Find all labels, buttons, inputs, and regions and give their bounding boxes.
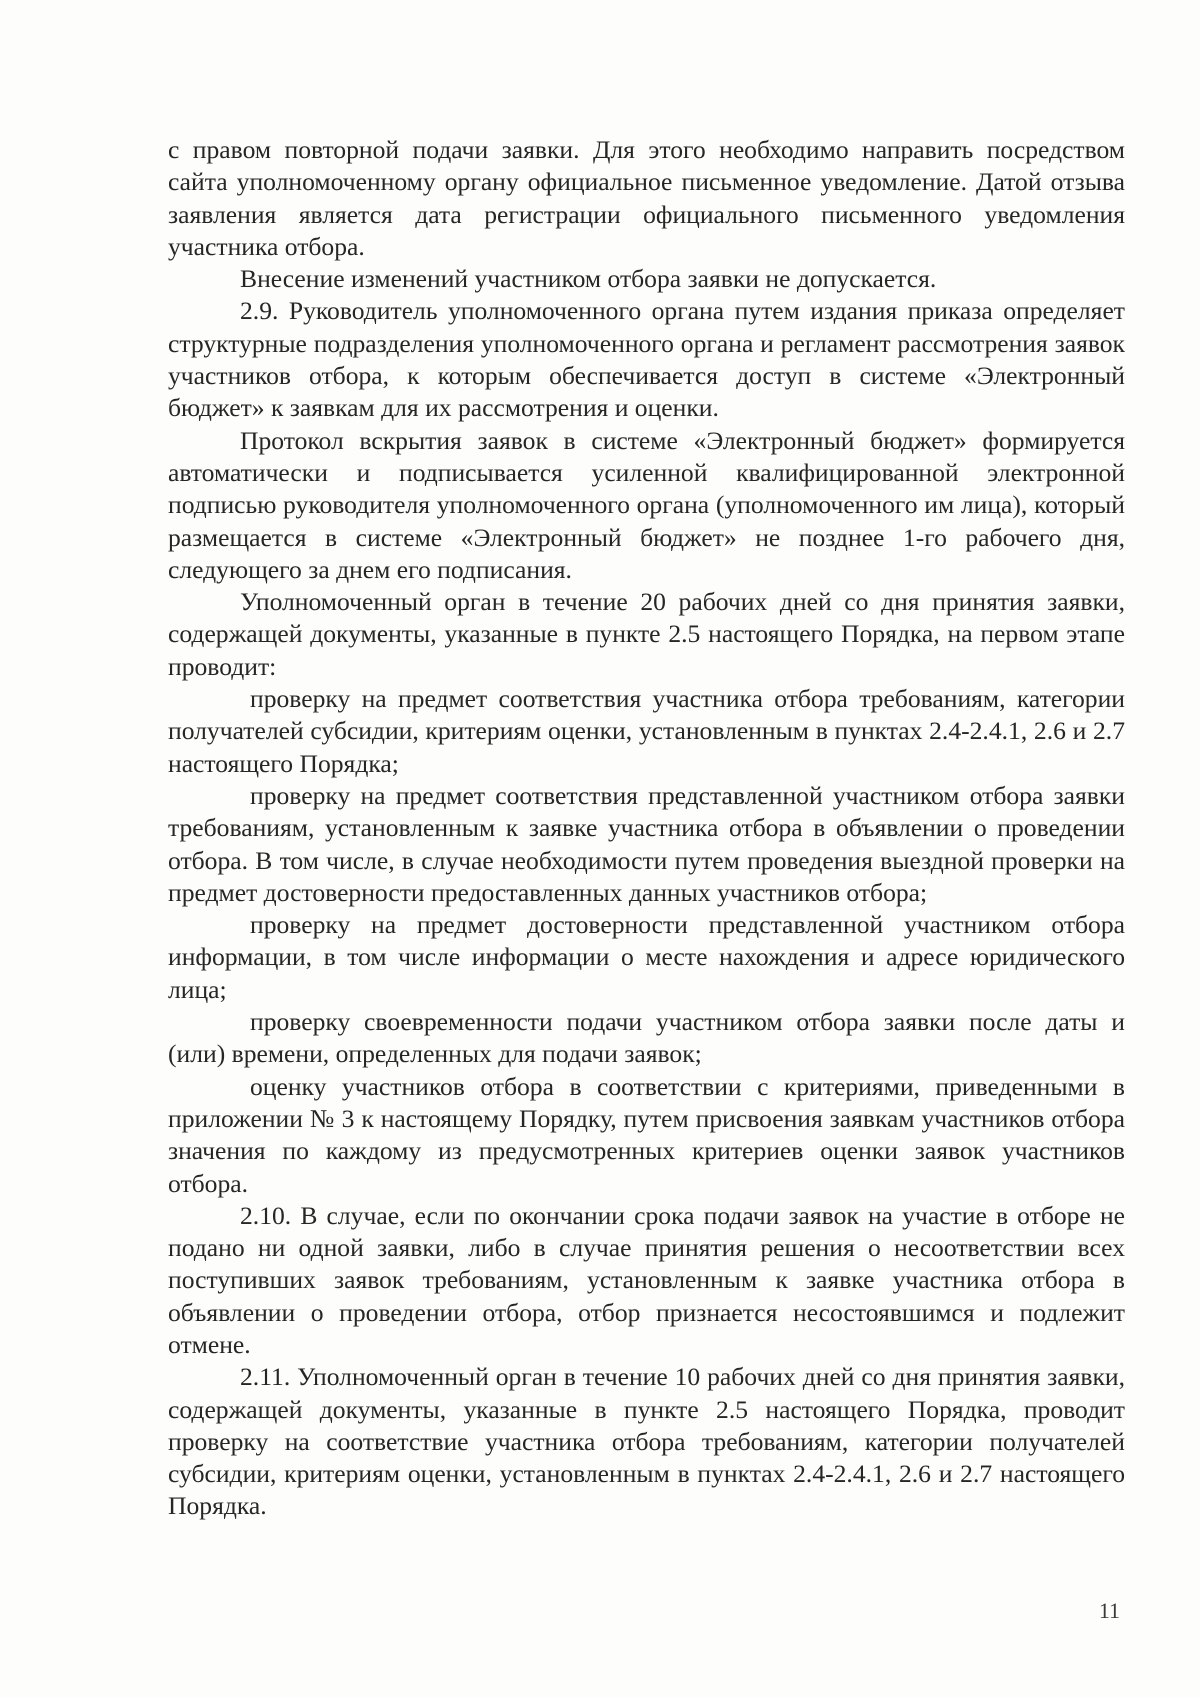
list-item-reliability-check: проверку на предмет достоверности представленной участником отбора информации, в том числе информации о месте нахождения и адресе юридического лица; (168, 910, 1125, 1004)
page-number: 11 (1098, 1598, 1120, 1623)
document-body (168, 134, 1125, 1523)
paragraph-2-10: 2.10. В случае, если по окончании срока подачи заявок на участие в отборе не подано ни одной заявки, либо в случае принятия решения о несоответствии всех поступивших заявок требованиям, установленным к заявке участника отбора в объявлении о проведении отбора, отбор признается несостоявшимся и подлежит отмене. (168, 1200, 1125, 1359)
list-item-compliance-check: проверку на предмет соответствия участника отбора требованиям, категории получателей субсидии, критериям оценки, установленным в пунктах 2.4-2.4.1, 2.6 и 2.7 настоящего Порядка; (168, 684, 1125, 778)
list-item-evaluation: оценку участников отбора в соответствии с критериями, приведенными в приложении № 3 к настоящему Порядку, путем присвоения заявкам участников отбора значения по каждому из предусмотренных критериев оценки заявок участников отбора. (168, 1071, 1125, 1198)
list-item-timeliness-check: проверку своевременности подачи участником отбора заявки после даты и (или) времени, определенных для подачи заявок; (168, 1007, 1125, 1069)
paragraph-protocol: Протокол вскрытия заявок в системе «Электронный бюджет» формируется автоматически и подписывается усиленной квалифицированной электронной подписью руководителя уполномоченного органа (уполномоченного им лица), который размещается в системе «Электронный бюджет» не позднее 1-го рабочего дня, следующего за днем его подписания. (168, 425, 1125, 584)
paragraph-first-stage: Уполномоченный орган в течение 20 рабочих дней со дня принятия заявки, содержащей документы, указанные в пункте 2.5 настоящего Порядка, на первом этапе проводит: (168, 587, 1125, 681)
paragraph-2-11: 2.11. Уполномоченный орган в течение 10 рабочих дней со дня принятия заявки, содержащей документы, указанные в пункте 2.5 настоящего Порядка, проводит проверку на соответствие участника отбора требованиям, категории получателей субсидии, критериям оценки, установленным в пунктах 2.4-2.4.1, 2.6 и 2.7 настоящего Порядка. (168, 1362, 1125, 1521)
paragraph-continuation: с правом повторной подачи заявки. Для этого необходимо направить посредством сайта уполномоченному органу официальное письменное уведомление. Датой отзыва заявления является дата регистрации официального письменного уведомления участника отбора. (168, 135, 1125, 261)
paragraph-2-9: 2.9. Руководитель уполномоченного органа путем издания приказа определяет структурные подразделения уполномоченного органа и регламент рассмотрения заявок участников отбора, к которым обеспечивается доступ в системе «Электронный бюджет» к заявкам для их рассмотрения и оценки. (168, 296, 1125, 423)
paragraph-no-changes: Внесение изменений участником отбора заявки не допускается. (240, 264, 937, 294)
list-item-application-check: проверку на предмет соответствия представленной участником отбора заявки требованиям, установленным к заявке участника отбора в объявлении о проведении отбора. В том числе, в случае необходимости путем проведения выездной проверки на предмет достоверности предоставленных данных участников отбора; (168, 780, 1125, 907)
